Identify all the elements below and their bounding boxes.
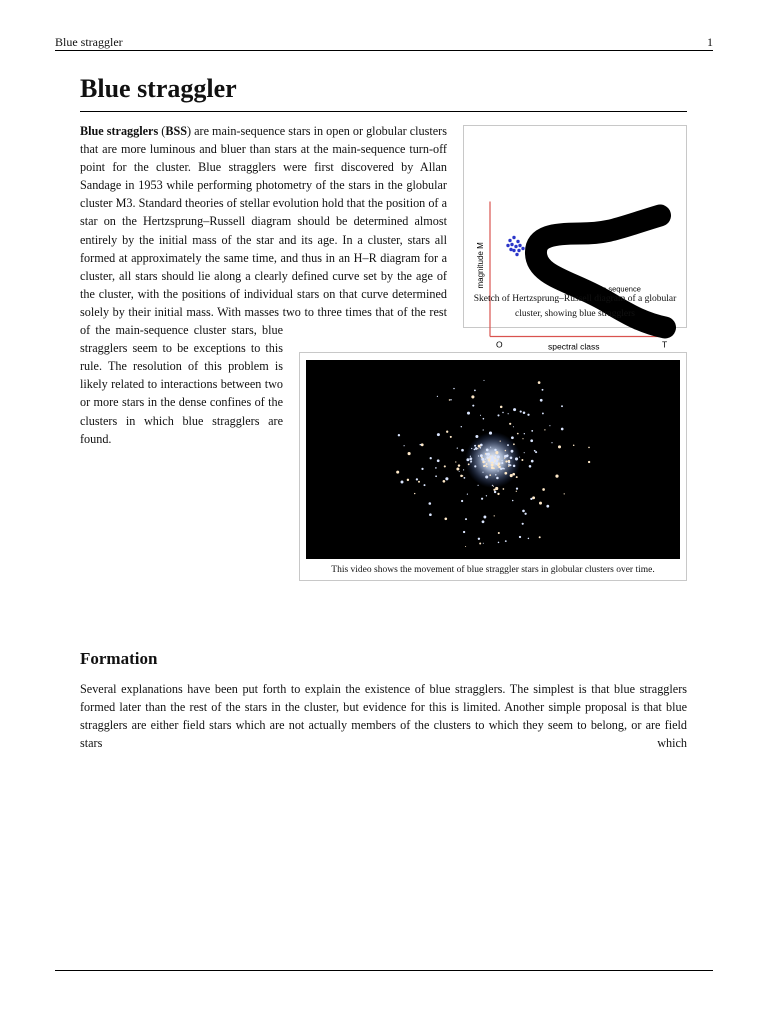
cluster-star <box>483 380 484 381</box>
cluster-star <box>498 532 500 534</box>
cluster-star <box>493 467 495 469</box>
cluster-star <box>530 439 533 442</box>
cluster-star <box>512 473 515 476</box>
cluster-star <box>495 474 496 475</box>
cluster-star <box>523 411 526 414</box>
cluster-star <box>472 405 474 407</box>
cluster-star <box>430 457 432 459</box>
cluster-star <box>503 488 505 490</box>
cluster-star <box>468 463 470 465</box>
cluster-star <box>398 434 400 436</box>
cluster-star <box>408 452 411 455</box>
cluster-star <box>455 461 456 462</box>
footer-divider <box>55 970 713 971</box>
article-title: Blue straggler <box>80 74 237 103</box>
cluster-star <box>542 488 545 491</box>
cluster-star <box>437 433 440 436</box>
cluster-star <box>475 435 478 438</box>
cluster-star <box>539 502 542 505</box>
cluster-star <box>497 461 498 462</box>
cluster-star <box>469 457 472 460</box>
cluster-star <box>478 485 479 486</box>
cluster-star <box>470 462 471 463</box>
cluster-star <box>521 459 523 461</box>
globular-cluster-image <box>306 360 680 559</box>
cluster-star <box>516 491 517 492</box>
cluster-star <box>449 399 450 400</box>
cluster-star <box>564 493 565 494</box>
cluster-star <box>474 390 476 392</box>
cluster-star <box>506 454 509 457</box>
cluster-star <box>520 411 522 413</box>
hr-x-start: O <box>496 339 503 350</box>
cluster-star <box>421 468 423 470</box>
blue-straggler-dot <box>506 244 509 247</box>
cluster-star <box>396 471 399 474</box>
lead-abbr: BSS <box>165 124 188 138</box>
running-header <box>55 36 713 51</box>
cluster-star <box>502 468 504 470</box>
cluster-star <box>492 455 493 456</box>
cluster-star <box>497 414 499 416</box>
cluster-star <box>510 457 513 460</box>
cluster-star <box>416 478 418 480</box>
cluster-star <box>498 470 499 471</box>
cluster-star <box>478 445 481 448</box>
cluster-star <box>424 484 426 486</box>
cluster-star <box>494 515 495 516</box>
cluster-star <box>495 462 498 465</box>
cluster-star <box>498 459 499 460</box>
cluster-star <box>486 449 489 452</box>
cluster-star <box>446 431 448 433</box>
cluster-star <box>478 538 480 540</box>
cluster-star <box>542 389 544 391</box>
cluster-star <box>509 423 511 425</box>
cluster-star <box>522 438 523 439</box>
cluster-star <box>483 429 484 430</box>
cluster-star <box>487 453 490 456</box>
cluster-star <box>481 458 484 461</box>
cluster-star <box>474 445 476 447</box>
cluster-star <box>491 463 494 466</box>
cluster-star <box>502 412 503 413</box>
cluster-star <box>497 493 499 495</box>
cluster-star <box>501 462 503 464</box>
cluster-star <box>519 536 521 538</box>
cluster-star <box>461 426 462 427</box>
cluster-star <box>524 513 526 515</box>
cluster-star <box>463 469 464 470</box>
cluster-star <box>429 513 432 516</box>
cluster-star <box>470 456 471 457</box>
cluster-star <box>486 463 488 465</box>
cluster-star <box>462 475 464 477</box>
cluster-star <box>465 546 466 547</box>
cluster-star <box>551 442 552 443</box>
cluster-star <box>443 480 446 483</box>
cluster-star <box>505 460 507 462</box>
cluster-star <box>510 474 513 477</box>
cluster-star <box>483 516 486 519</box>
cluster-star <box>445 477 448 480</box>
cluster-star <box>444 517 447 520</box>
cluster-star <box>497 455 500 458</box>
hr-x-label: spectral class <box>548 341 600 352</box>
cluster-star <box>496 477 499 480</box>
blue-straggler-dot <box>516 240 519 243</box>
cluster-star <box>494 458 496 460</box>
cluster-star <box>513 465 516 468</box>
cluster-star <box>489 474 491 476</box>
cluster-star <box>458 464 460 466</box>
cluster-star <box>467 494 468 495</box>
cluster-video-player[interactable] <box>306 360 680 559</box>
blue-stragglers-cluster <box>506 236 524 256</box>
cluster-star <box>435 475 437 477</box>
title-divider <box>80 111 687 112</box>
cluster-star <box>558 445 561 448</box>
cluster-star <box>495 487 498 490</box>
cluster-star <box>471 448 472 449</box>
cluster-star <box>486 495 487 496</box>
cluster-star <box>457 447 458 448</box>
hr-figure-caption: Sketch of Hertzsprung–Russell diagram of a globular cluster, showing blue stragglers <box>473 294 677 319</box>
cluster-star <box>511 450 514 453</box>
cluster-star <box>516 476 518 478</box>
cluster-star <box>535 451 537 453</box>
cluster-star <box>485 458 486 459</box>
cluster-star <box>500 406 503 409</box>
cluster-star <box>528 538 530 540</box>
blue-straggler-dot <box>521 247 524 250</box>
cluster-star <box>471 395 474 398</box>
blue-straggler-dot <box>508 239 511 242</box>
cluster-star <box>517 433 519 435</box>
cluster-star <box>531 460 534 463</box>
cluster-star <box>491 457 494 460</box>
cluster-star <box>401 481 404 484</box>
blue-straggler-dot <box>518 244 521 247</box>
blue-straggler-dot <box>509 248 512 251</box>
cluster-star <box>492 462 493 463</box>
cluster-star <box>421 443 424 446</box>
cluster-star <box>542 412 544 414</box>
cluster-star <box>485 476 488 479</box>
cluster-star <box>467 412 470 415</box>
cluster-star <box>493 486 494 487</box>
cluster-star <box>494 460 495 461</box>
cluster-star <box>482 472 483 473</box>
cluster-star <box>532 496 535 499</box>
cluster-star <box>480 415 481 416</box>
cluster-star <box>522 523 524 525</box>
cluster-star <box>437 396 438 397</box>
section-heading-formation: Formation <box>80 649 158 668</box>
cluster-star <box>546 505 549 508</box>
cluster-star <box>511 436 514 439</box>
cluster-star <box>461 500 463 502</box>
cluster-star <box>534 450 536 452</box>
cluster-star <box>504 457 505 458</box>
cluster-star <box>508 464 510 466</box>
cluster-star <box>480 454 483 457</box>
cluster-star <box>484 461 486 463</box>
page-number: 1 <box>707 35 713 49</box>
hr-y-label: magnitude M <box>476 242 485 289</box>
cluster-star <box>470 460 472 462</box>
blue-straggler-dot <box>515 253 518 256</box>
hr-label-main-sequence: Main sequence <box>590 284 641 294</box>
cluster-star <box>538 381 541 384</box>
cluster-star <box>456 468 459 471</box>
cluster-star <box>588 461 590 463</box>
cluster-star <box>479 543 481 545</box>
cluster-star <box>507 444 509 446</box>
running-header-title: Blue straggler <box>55 35 123 49</box>
cluster-star <box>483 543 484 544</box>
cluster-star <box>516 488 518 490</box>
cluster-star <box>466 458 469 461</box>
cluster-star <box>508 461 509 462</box>
blue-straggler-dot <box>512 249 515 252</box>
cluster-star <box>504 468 505 469</box>
cluster-star <box>530 498 532 500</box>
cluster-star <box>498 542 500 544</box>
cluster-star <box>407 479 409 481</box>
cluster-star <box>561 405 563 407</box>
cluster-star <box>464 477 466 479</box>
cluster-star <box>522 510 525 513</box>
cluster-star <box>461 449 464 452</box>
cluster-star <box>531 430 533 432</box>
lead-term: Blue stragglers <box>80 124 159 138</box>
cluster-star <box>450 436 452 438</box>
cluster-star <box>540 399 543 402</box>
cluster-star <box>481 498 483 500</box>
cluster-star <box>513 426 514 427</box>
cluster-star <box>453 388 454 389</box>
cluster-star <box>418 481 420 483</box>
cluster-star <box>499 462 500 463</box>
lead-paren: ( <box>158 124 166 138</box>
cluster-star <box>494 491 496 493</box>
blue-straggler-dot <box>512 236 515 239</box>
cluster-star <box>524 452 525 453</box>
cluster-star <box>494 449 496 451</box>
cluster-star <box>513 443 515 445</box>
hr-x-end: T <box>662 339 668 350</box>
cluster-star <box>524 433 525 434</box>
cluster-star <box>573 444 575 446</box>
cluster-star <box>495 451 498 454</box>
cluster-star <box>478 455 479 456</box>
cluster-star <box>492 459 494 461</box>
cluster-star <box>561 428 564 431</box>
cluster-star <box>544 429 545 430</box>
cluster-star <box>529 465 532 468</box>
cluster-star <box>588 447 590 449</box>
lead-text: ) are main-sequence stars in open or globular clusters that are more luminous and bluer than stars at the main-sequence turn-off point for the cluster. Blue stragglers were first discovered by Allan Sandage in 1953 while performing photometry of the stars in the globular cluster M3. Standard theories of stellar evolution hold that the position of a star on the Hertzsprung–Russell diagram should be determined almost entirely by the initial mass of the star and its age. In a cluster, stars all formed at approximately the same time, and thus in an H–R diagram for a cluster, all stars should lie along a clearly defined curve set by the age of the cluster, with the positions of individual stars on that curve determined solely by their initial mass. With masses two to three times that of the rest of the main-sequence cluster stars, blue stragglers seem to be exceptions to this rule. The resolution of this problem is likely related to interactions between two or more stars in the dense confines of the clusters in which blue stragglers are found. <box>80 124 447 446</box>
cluster-star <box>490 459 492 461</box>
cluster-star <box>450 399 452 401</box>
cluster-star <box>486 466 488 468</box>
cluster-star <box>490 457 491 458</box>
cluster-star <box>527 414 529 416</box>
cluster-star <box>504 472 507 475</box>
cluster-star <box>500 468 502 470</box>
blue-straggler-dot <box>510 243 513 246</box>
cluster-star <box>483 465 485 467</box>
cluster-star <box>515 457 518 460</box>
cluster-star <box>486 456 489 459</box>
video-figure <box>299 352 687 581</box>
cluster-star <box>483 418 485 420</box>
hr-diagram-figure <box>463 125 687 352</box>
cluster-star <box>429 502 432 505</box>
cluster-star <box>505 450 507 452</box>
cluster-star <box>519 457 520 458</box>
cluster-star <box>463 531 465 533</box>
cluster-star <box>489 432 492 435</box>
cluster-star <box>420 444 422 446</box>
cluster-star <box>414 493 415 494</box>
cluster-star <box>482 520 485 523</box>
cluster-star <box>555 475 558 478</box>
blue-straggler-dot <box>517 249 520 252</box>
cluster-star <box>490 447 491 448</box>
cluster-star <box>505 540 507 542</box>
cluster-star <box>459 471 460 472</box>
cluster-star <box>475 447 478 450</box>
formation-paragraph: Several explanations have been put forth to explain the existence of blue stragglers. The simplest is that blue stragglers formed later than the rest of the stars in the cluster, but evidence for this is limited. Another simple proposal is that blue stragglers are either field stars which are not actually members of the clusters to which they seem to belong, or are field stars which <box>80 682 687 751</box>
cluster-star <box>539 536 541 538</box>
cluster-star <box>492 485 493 486</box>
cluster-star <box>498 466 501 469</box>
cluster-star <box>477 448 478 449</box>
hr-label-giant-branch: Giant branch <box>573 222 616 232</box>
cluster-star <box>508 413 509 414</box>
cluster-star <box>495 455 497 457</box>
cluster-star <box>435 467 437 469</box>
cluster-star <box>495 457 496 458</box>
cluster-star <box>465 518 467 520</box>
cluster-star <box>549 425 550 426</box>
cluster-star <box>444 465 446 467</box>
cluster-star <box>513 408 516 411</box>
video-caption: This video shows the movement of blue straggler stars in globular clusters over time. <box>331 565 655 575</box>
cluster-star <box>500 441 501 442</box>
cluster-star <box>437 459 440 462</box>
cluster-star <box>474 465 476 467</box>
cluster-star <box>501 460 502 461</box>
blue-straggler-dot <box>514 245 517 248</box>
cluster-star <box>512 500 514 502</box>
cluster-star <box>404 445 405 446</box>
